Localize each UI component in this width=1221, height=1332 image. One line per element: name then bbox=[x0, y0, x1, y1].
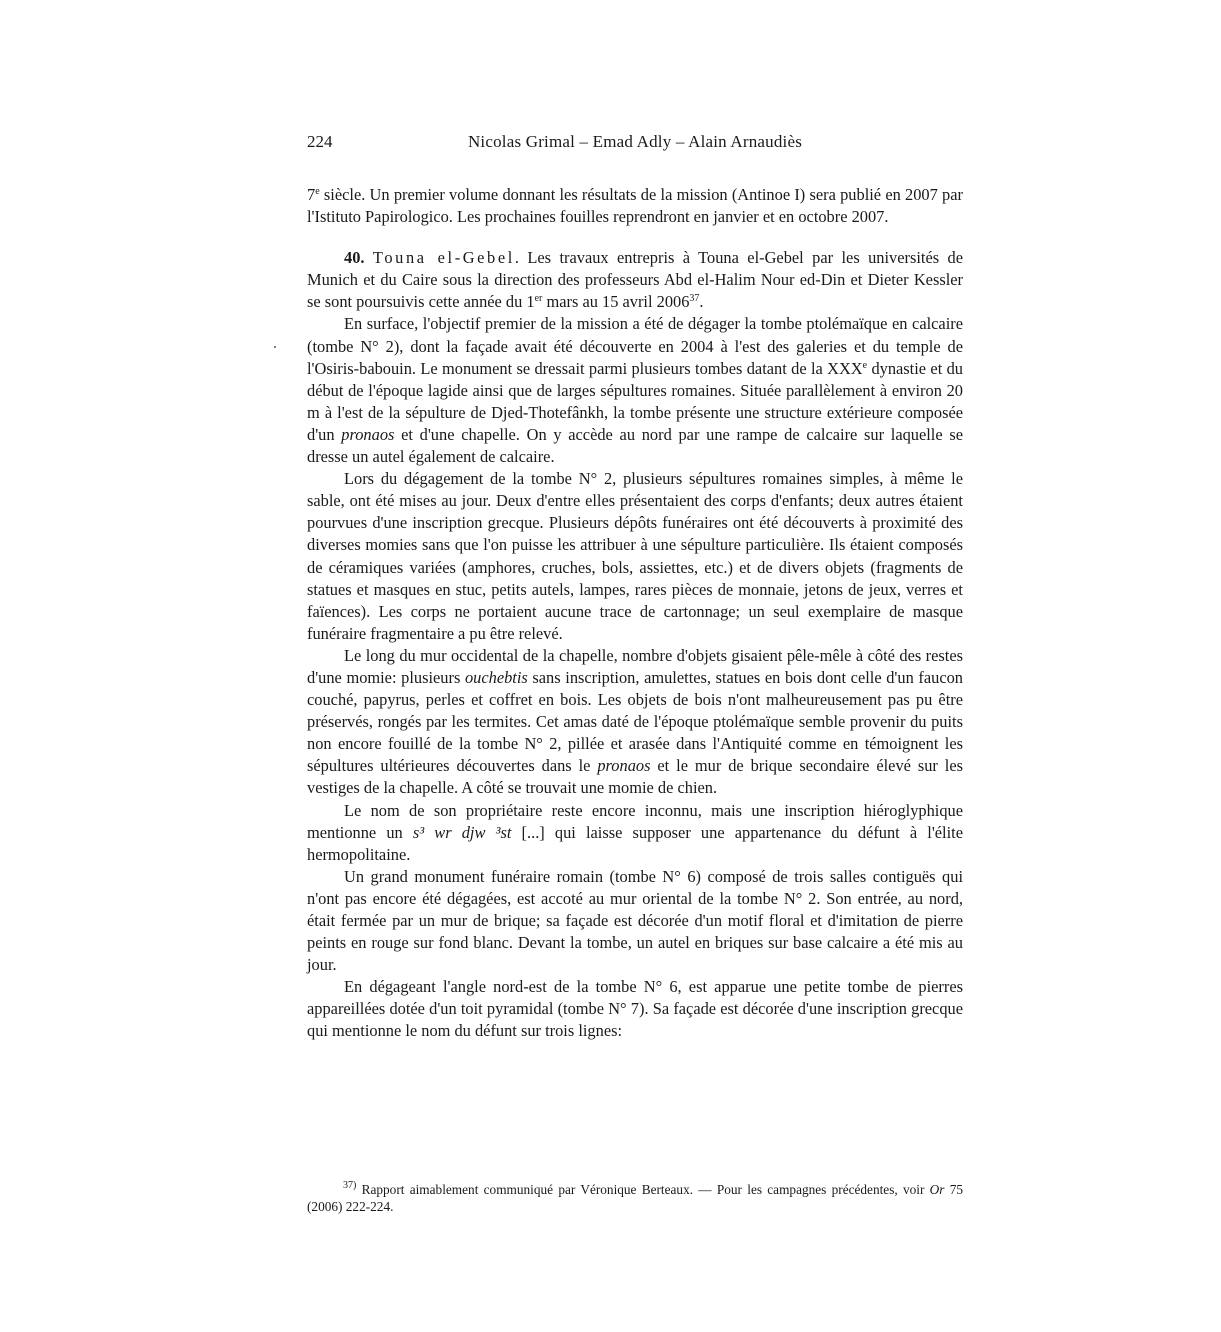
century-number: 7 bbox=[307, 185, 316, 204]
italic-term: ouchebtis bbox=[464, 667, 528, 687]
paragraph-5-text-a: Le long du mur occidental de la chapelle, nombre d'objets gisaient pêle-mêle à côté des restes d'une momie: plusieurs bbox=[307, 645, 963, 687]
paragraph-6-text-a: Le nom de son propriétaire reste encore inconnu, mais une inscription hiéroglyphique mentionne un bbox=[307, 800, 963, 842]
italic-term: pronaos bbox=[597, 756, 651, 776]
section-40-text-b: mars au 15 avril 2006 bbox=[542, 292, 690, 312]
footnotes bbox=[307, 1182, 963, 1215]
paragraph-1 bbox=[307, 184, 963, 228]
footnote-reference: 37 bbox=[689, 293, 700, 305]
century-superscript: e bbox=[315, 186, 320, 197]
dynasty-superscript: e bbox=[862, 359, 868, 371]
paragraph-3-text-c: et d'une chapelle. On y accède au nord par une rampe de calcaire sur laquelle se dresse un autel également de calcaire. bbox=[307, 424, 964, 467]
section-40-text-c: . bbox=[699, 292, 704, 312]
paragraph-3 bbox=[307, 313, 963, 468]
paragraph-4: Lors du dégagement de la tombe N° 2, plusieurs sépultures romaines simples, à même le sable, ont été mises au jour. Deux d'entre elles présentaient des corps d'enfants; deux autres étaient pourvues d'une inscription grecque. Plusieurs dépôts funéraires ont été découverts à proximité des diverses momies sans que l'on puisse les attribuer à une sépulture particulière. Ils étaient composés de céramiques variées (amphores, cruches, bols, assiettes, etc.) et de divers objets (fragments de statues et masques en stuc, petits autels, lampes, rares pièces de monnaie, jetons de jeux, verres et faïences). Les corps ne portaient aucune trace de cartonnage; un seul exemplaire de masque funéraire fragmentaire a pu être relevé. bbox=[307, 469, 963, 643]
paragraph-1-text: siècle. Un premier volume donnant les résultats de la mission (Antinoe I) sera publié en 2007 par l'Istituto Papirologico. Les prochaines fouilles reprendront en janvier et en octobre 2007. bbox=[307, 185, 963, 227]
paragraph-3-text-a: En surface, l'objectif premier de la mission a été de dégager la tombe ptolémaïque en calcaire (tombe N° 2), dont la façade avait été découverte en 2004 à l'est des galeries et du temple de l'Osiris-babouin. Le monument se dressait parmi plusieurs tombes datant de la XXX bbox=[307, 314, 963, 378]
ordinal-superscript: er bbox=[534, 293, 543, 305]
section-site-name: Touna el-Gebel bbox=[372, 248, 515, 268]
paragraph-5-text-c: et le mur de brique secondaire élevé sur les vestiges de la chapelle. A côté se trouvait une momie de chien. bbox=[307, 756, 963, 798]
paragraph-section-40 bbox=[307, 247, 963, 313]
footnote-text-a: Rapport aimablement communiqué par Véronique Berteaux. — Pour les campagnes précédentes, voir bbox=[356, 1182, 930, 1197]
paragraph-6-text-b: [...] qui laisse supposer une appartenance du défunt à l'élite hermopolitaine. bbox=[307, 822, 963, 864]
paragraph-3-text-b: dynastie et du début de l'époque lagide ainsi que de larges sépultures romaines. Située parallèlement à environ 20 m à l'est de la sépulture de Djed-Thotefânkh, la tombe présente une structure extérieure composée d'un bbox=[307, 358, 963, 444]
footnote-37 bbox=[307, 1182, 963, 1215]
paragraph-5 bbox=[307, 645, 963, 800]
body-text bbox=[307, 184, 963, 1043]
page-number: 224 bbox=[307, 132, 333, 151]
paragraph-6 bbox=[307, 800, 963, 866]
footnote-number: 37) bbox=[343, 1180, 357, 1191]
section-number: 40. bbox=[344, 248, 365, 268]
italic-term: pronaos bbox=[341, 424, 395, 444]
transliteration: s³ wr djw ³st bbox=[412, 822, 512, 842]
footnote-text-b: 75 (2006) 222-224. bbox=[307, 1182, 963, 1214]
paragraph-7: Un grand monument funéraire romain (tombe N° 6) composé de trois salles contiguës qui n'ont pas encore été dégagées, est accoté au mur oriental de la tombe N° 2. Son entrée, au nord, était fermée par un mur de brique; sa façade est décorée d'un motif floral et d'imitation de pierre peints en rouge sur fond blanc. Devant la tombe, un autel en briques sur base calcaire a été mis au jour. bbox=[307, 866, 963, 975]
running-head-authors: Nicolas Grimal – Emad Adly – Alain Arnaudiès bbox=[467, 132, 803, 151]
margin-mark bbox=[274, 346, 276, 348]
paragraph-8: En dégageant l'angle nord-est de la tombe N° 6, est apparue une petite tombe de pierres appareillées dotée d'un toit pyramidal (tombe N° 7). Sa façade est décorée d'une inscription grecque qui mentionne le nom du défunt sur trois lignes: bbox=[307, 977, 963, 1041]
journal-abbreviation: Or bbox=[929, 1182, 945, 1197]
section-40-text-a: . Les travaux entrepris à Touna el-Gebel par les universités de Munich et du Caire sous la direction des professeurs Abd el-Halim Nour ed-Din et Dieter Kessler se sont poursuivis cette année du 1 bbox=[307, 248, 963, 312]
paragraph-5-text-b: sans inscription, amulettes, statues en bois dont celle d'un faucon couché, papyrus, perles et coffret en bois. Les objets de bois n'ont malheureusement pas pu être préservés, rongés par les termites. Cet amas daté de l'époque ptolémaïque semble provenir du puits non encore fouillé de la tombe N° 2, pillée et arasée dans l'Antiquité comme en témoignent les sépultures ultérieures découvertes dans le bbox=[307, 667, 963, 776]
running-head bbox=[307, 131, 963, 157]
page-content bbox=[307, 131, 963, 1043]
